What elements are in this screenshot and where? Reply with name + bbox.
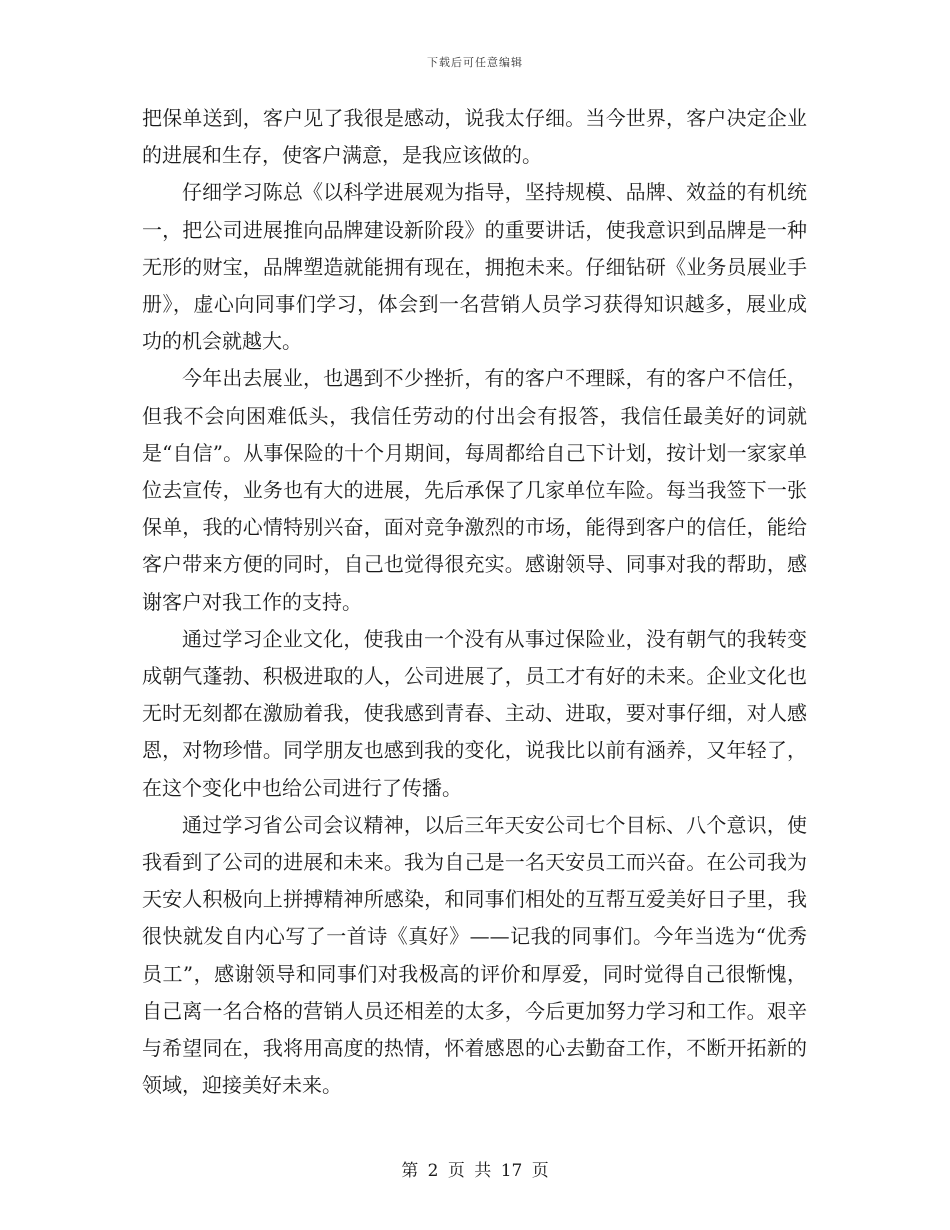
paragraph: 通过学习企业文化，使我由一个没有从事过保险业，没有朝气的我转变成朝气蓬勃、积极进取的人，公司进展了，员工才有好的未来。企业文化也无时无刻都在激励着我，使我感到青春、主动、进取，要对事仔细，对人感恩，对物珍惜。同学朋友也感到我的变化，说我比以前有涵养，又年轻了，在这个变化中也给公司进行了传播。	[142, 626, 807, 800]
page-number: 第 2 页 共 17 页	[401, 1161, 549, 1181]
paragraph: 今年出去展业，也遇到不少挫折，有的客户不理睬，有的客户不信任，但我不会向困难低头，我信任劳动的付出会有报答，我信任最美好的词就是“自信”。从事保险的十个月期间，每周都给自己下计划，按计划一家家单位去宣传，业务也有大的进展，先后承保了几家单位车险。每当我签下一张保单，我的心情特别兴奋，面对竞争激烈的市场，能得到客户的信任，能给客户带来方便的同时，自己也觉得很充实。感谢领导、同事对我的帮助，感谢客户对我工作的支持。	[142, 366, 807, 614]
paragraph-continuation: 把保单送到，客户见了我很是感动，说我太仔细。当今世界，客户决定企业的进展和生存，使客户满意，是我应该做的。	[142, 106, 807, 168]
page-header-note: 下载后可任意编辑	[427, 56, 523, 69]
paragraph: 通过学习省公司会议精神，以后三年天安公司七个目标、八个意识，使我看到了公司的进展和未来。我为自己是一名天安员工而兴奋。在公司我为天安人积极向上拼搏精神所感染，和同事们相处的互帮互爱美好日子里，我很快就发自内心写了一首诗《真好》——记我的同事们。今年当选为“优秀员工”，感谢领导和同事们对我极高的评价和厚爱，同时觉得自己很惭愧，自己离一名合格的营销人员还相差的太多，今后更加努力学习和工作。艰辛与希望同在，我将用高度的热情，怀着感恩的心去勤奋工作，不断开拓新的领域，迎接美好未来。	[142, 812, 807, 1098]
document-body	[142, 100, 807, 1104]
paragraph: 仔细学习陈总《以科学进展观为指导，坚持规模、品牌、效益的有机统一，把公司进展推向品牌建设新阶段》的重要讲话，使我意识到品牌是一种无形的财宝，品牌塑造就能拥有现在，拥抱未来。仔细钻研《业务员展业手册》，虚心向同事们学习，体会到一名营销人员学习获得知识越多，展业成功的机会就越大。	[142, 180, 807, 354]
